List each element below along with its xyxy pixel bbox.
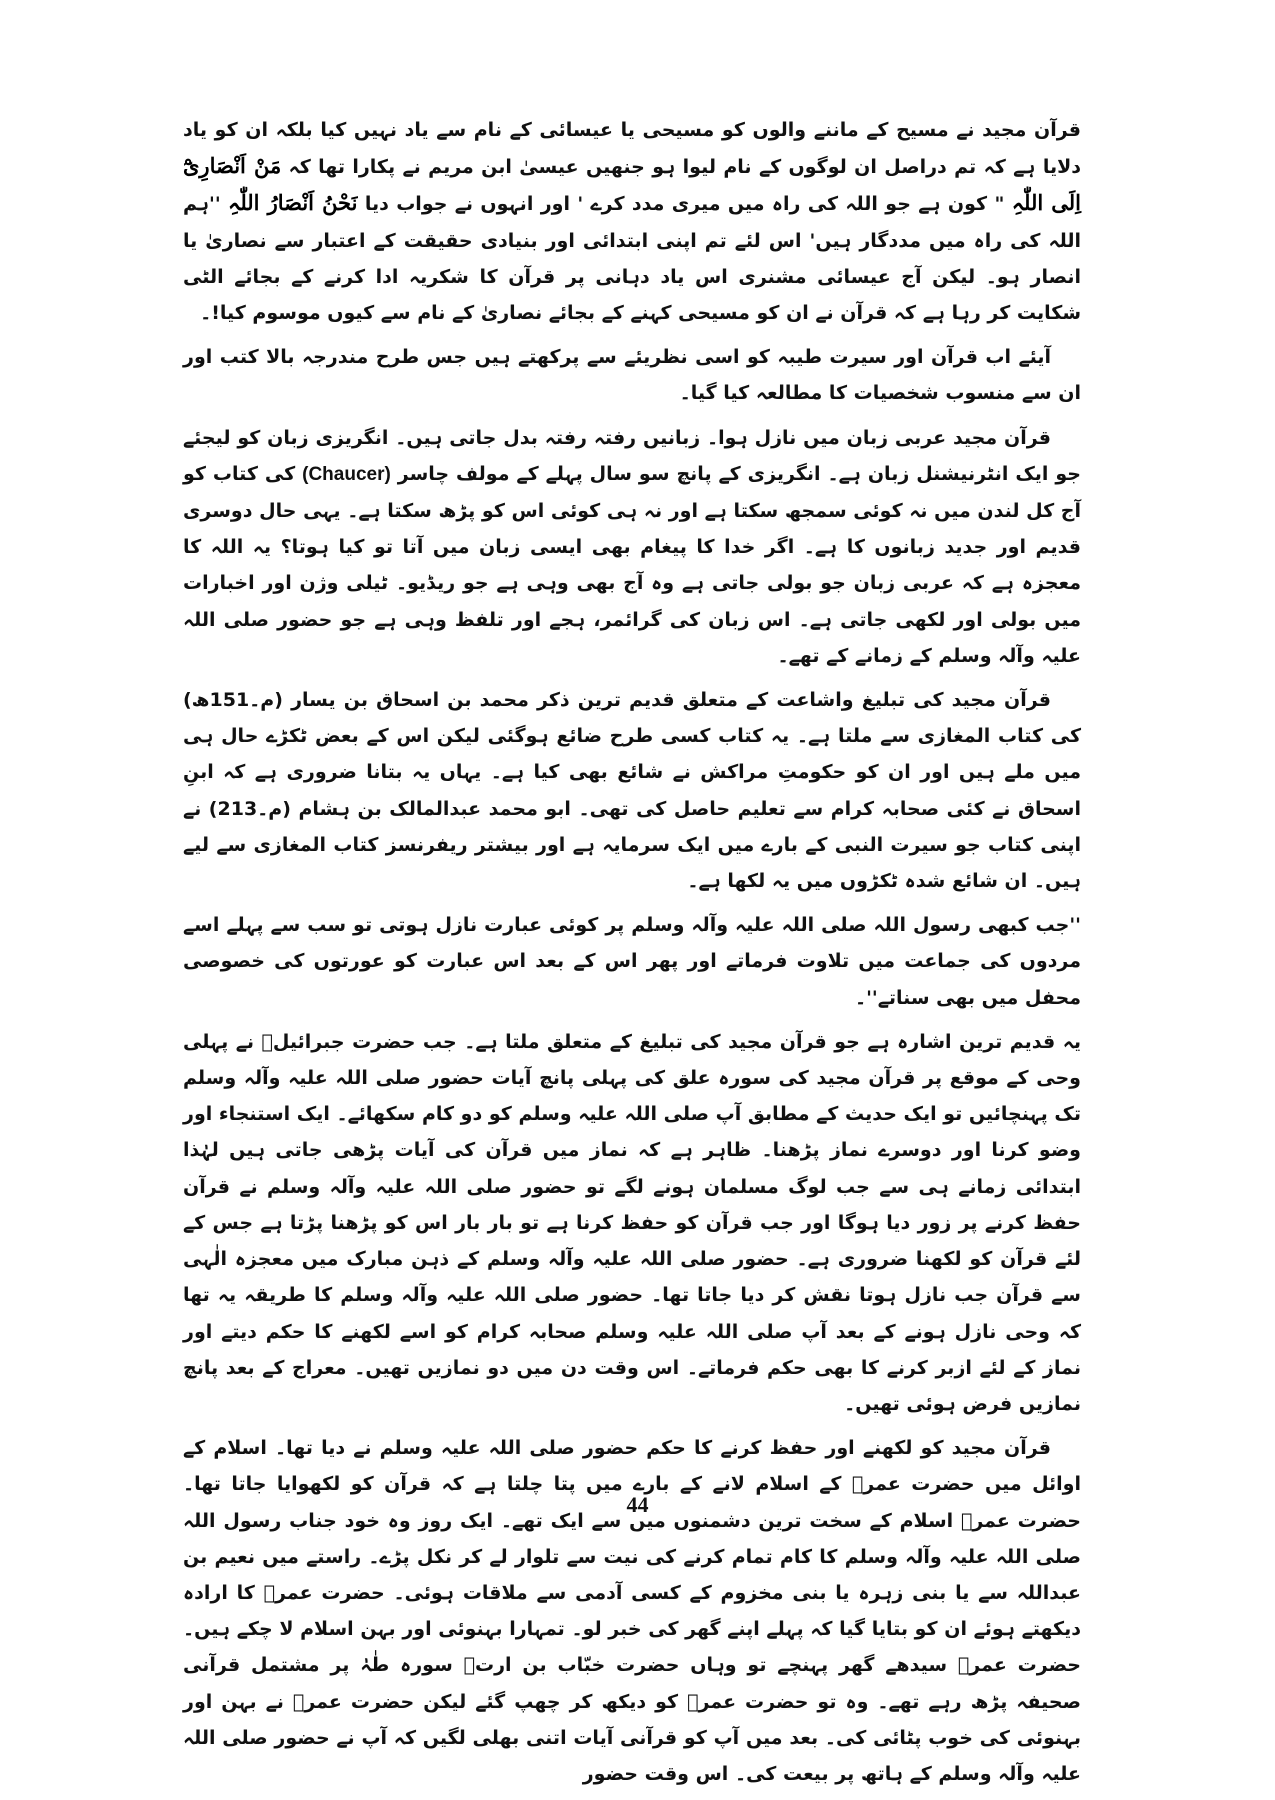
- paragraph-3: [183, 420, 1081, 674]
- page-number: 44: [626, 1492, 649, 1517]
- paragraph-3-text-b: کی کتاب کو آج کل لندن میں نہ کوئی سمجھ سکتا ہے اور نہ ہی کوئی اس کو پڑھ سکتا ہے۔ یہی حال دوسری قدیم اور جدید زبانوں کا ہے۔ اگر خدا کا پیغام بھی ایسی زبان میں آتا تو کیا ہوتا؟ یہ اللہ کا معجزہ ہے کہ عربی زبان جو بولی جاتی ہے وہ آج بھی وہی ہے جو ریڈیو۔ ٹیلی وژن اور اخبارات میں بولی اور لکھی جاتی ہے۔ اس زبان کی گرائمر، ہجے اور تلفظ وہی ہے جو حضور صلی اللہ علیہ وآلہ وسلم کے زمانے کے تھے۔: [183, 462, 1081, 667]
- paragraph-5-quote: ''جب کبھی رسول اللہ صلی اللہ علیہ وآلہ وسلم پر کوئی عبارت نازل ہوتی تو سب سے پہلے اسے مردوں کی جماعت میں تلاوت فرماتے اور پھر اس کے بعد اس عبارت کو عورتوں کی خصوصی محفل میں بھی سناتے''۔: [183, 914, 1081, 1009]
- paragraph-4: قرآن مجید کی تبلیغ واشاعت کے متعلق قدیم ترین ذکر محمد بن اسحاق بن یسار (م۔151ھ) کی کتاب المغازی سے ملتا ہے۔ یہ کتاب کسی طرح ضائع ہوگئی لیکن اس کے بعض ٹکڑے حال ہی میں ملے ہیں اور ان کو حکومتِ مراکش نے شائع بھی کیا ہے۔ یہاں یہ بتانا ضروری ہے کہ ابنِ اسحاق نے کئی صحابہ کرام سے تعلیم حاصل کی تھی۔ ابو محمد عبدالمالک بن ہشام (م۔213) نے اپنی کتاب جو سیرت النبی کے بارے میں ایک سرمایہ ہے اور بیشتر ریفرنسز کتاب المغازی سے لیے ہیں۔ ان شائع شدہ ٹکڑوں میں یہ لکھا ہے۔: [183, 689, 1081, 893]
- chaucer-name: (Chaucer): [302, 463, 391, 485]
- paragraph-6: یہ قدیم ترین اشارہ ہے جو قرآن مجید کی تبلیغ کے متعلق ملتا ہے۔ جب حضرت جبرائیلؑ نے پہلی وحی کے موقع پر قرآن مجید کی سورہ علق کی پہلی پانچ آیات حضور صلی اللہ علیہ وآلہ وسلم تک پہنچائیں تو ایک حدیث کے مطابق آپ صلی اللہ علیہ وسلم کو دو کام سکھائے۔ ایک استنجاء اور وضو کرنا اور دوسرے نماز پڑھنا۔ ظاہر ہے کہ نماز میں قرآن کی آیات پڑھی جاتی ہیں لہٰذا ابتدائی زمانے ہی سے جب لوگ مسلمان ہونے لگے تو حضور صلی اللہ علیہ وآلہ وسلم نے قرآن حفظ کرنے پر زور دیا ہوگا اور جب قرآن کو حفظ کرنا ہے تو بار بار اس کو پڑھنا پڑتا ہے جس کے لئے قرآن کو لکھنا ضروری ہے۔ حضور صلی اللہ علیہ وآلہ وسلم کے ذہن مبارک میں معجزہ الٰہی سے قرآن جب نازل ہوتا نقش کر دیا جاتا تھا۔ حضور صلی اللہ علیہ وآلہ وسلم کا طریقہ یہ تھا کہ وحی نازل ہونے کے بعد آپ صلی اللہ علیہ وسلم صحابہ کرام کو اسے لکھنے کا حکم دیتے اور نماز کے لئے ازبر کرنے کا بھی حکم فرماتے۔ اس وقت دن میں دو نمازیں تھیں۔ معراج کے بعد پانچ نمازیں فرض ہوئی تھیں۔: [183, 1030, 1081, 1415]
- paragraph-3-text-a: قرآن مجید عربی زبان میں نازل ہوا۔ زبانیں رفتہ رفتہ بدل جاتی ہیں۔ انگریزی زبان کو لیجئے جو ایک انٹرنیشنل زبان ہے۔ انگریزی کے پانچ سو سال پہلے کے مولف چاسر: [183, 426, 1081, 485]
- paragraph-2: آیئے اب قرآن اور سیرت طیبہ کو اسی نظریئے سے پرکھتے ہیں جس طرح مندرجہ بالا کتب اور ان سے منسوب شخصیات کا مطالعہ کیا گیا۔: [183, 346, 1081, 405]
- paragraph-1: [183, 112, 1081, 331]
- body-text: [183, 112, 1081, 1800]
- paragraph-7: قرآن مجید کو لکھنے اور حفظ کرنے کا حکم حضور صلی اللہ علیہ وسلم نے دیا تھا۔ اسلام کے اوائل میں حضرت عمرؓ کے اسلام لانے کے بارے میں پتا چلتا ہے کہ قرآن کو لکھوایا جاتا تھا۔ حضرت عمرؓ اسلام کے سخت ترین دشمنوں میں سے ایک تھے۔ ایک روز وہ خود جناب رسول اللہ صلی اللہ علیہ وآلہ وسلم کا کام تمام کرنے کی نیت سے تلوار لے کر نکل پڑے۔ راستے میں نعیم بن عبداللہ سے یا بنی زہرہ یا بنی مخزوم کے کسی آدمی سے ملاقات ہوئی۔ حضرت عمرؓ کا ارادہ دیکھتے ہوئے ان کو بتایا گیا کہ پہلے اپنے گھر کی خبر لو۔ تمہارا بہنوئی اور بہن اسلام لا چکے ہیں۔ حضرت عمرؓ سیدھے گھر پہنچے تو وہاں حضرت خبّاب بن ارتؓ سورہ طٰہٰ پر مشتمل قرآنی صحیفہ پڑھ رہے تھے۔ وہ تو حضرت عمرؓ کو دیکھ کر چھپ گئے لیکن حضرت عمرؓ نے بہن اور بہنوئی کی خوب پٹائی کی۔ بعد میں آپ کو قرآنی آیات اتنی بھلی لگیں کہ آپ نے حضور صلی اللہ علیہ وآلہ وسلم کے ہاتھ پر بیعت کی۔ اس وقت حضور: [183, 1437, 1081, 1785]
- paragraph-1-text-c: ''ہم اللہ کی راہ میں مددگار ہیں' اس لئے تم اپنی ابتدائی اور بنیادی حقیقت کے اعتبار سے نصاریٰ یا انصار ہو۔ لیکن آج عیسائی مشنری اس یاد دہانی پر قرآن کا شکریہ ادا کرنے کے بجائے الٹی شکایت کر رہا ہے کہ قرآن نے ان کو مسیحی کہنے کے بجائے نصاریٰ کے نام سے کیوں موسوم کیا!۔: [183, 193, 1081, 325]
- paragraph-1-text-a: قرآن مجید نے مسیح کے ماننے والوں کو مسیحی یا عیسائی کے نام سے یاد نہیں کیا بلکہ ان کو یاد دلایا ہے کہ تم دراصل ان لوگوں کے نام لیوا ہو جنھیں عیسیٰ ابن مریم نے پکارا تھا کہ: [183, 119, 1081, 179]
- paragraph-1-text-b: " کون ہے جو اللہ کی راہ میں میری مدد کرے ' اور انہوں نے جواب دیا: [357, 193, 1012, 216]
- quranic-phrase-nahnu-ansar: نَحْنُ اَنْصَارُ اللّٰہِ: [228, 190, 358, 216]
- quranic-phrase-man-ansari: مَنْ اَنْصَارِیْٓ اِلَی اللّٰہِ: [183, 153, 1082, 216]
